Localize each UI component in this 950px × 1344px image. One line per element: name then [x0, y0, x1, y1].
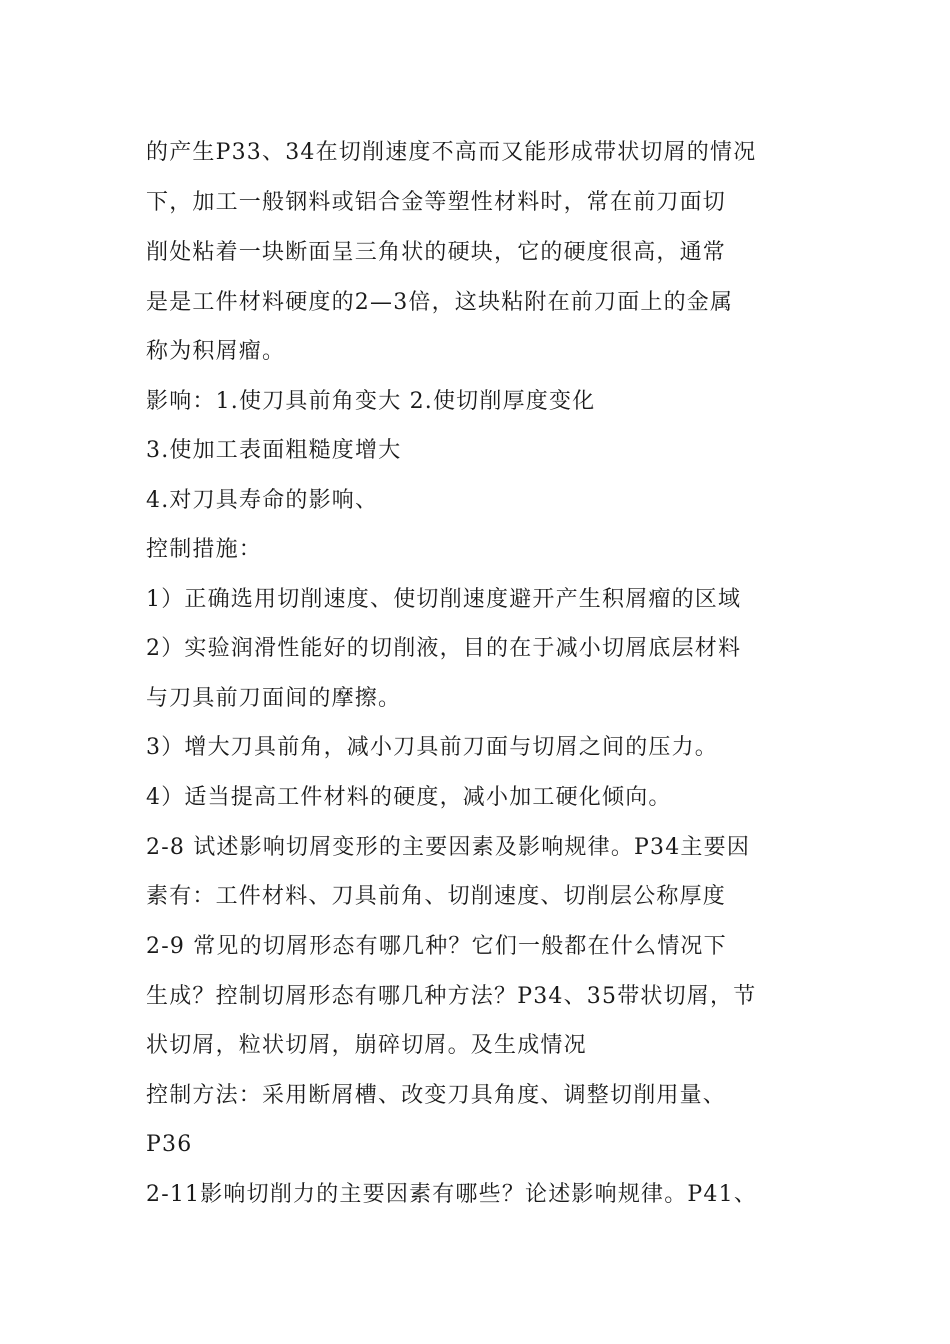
text-line-16: 素有：工件材料、刀具前角、切削速度、切削层公称厚度	[146, 884, 727, 909]
text-line-21: P36	[146, 1132, 193, 1157]
text-line-15: 2-8 试述影响切屑变形的主要因素及影响规律。P34主要因	[146, 835, 751, 860]
text-line-5: 称为积屑瘤。	[146, 339, 286, 364]
text-line-12: 与刀具前刀面间的摩擦。	[146, 686, 402, 711]
text-line-9: 控制措施：	[146, 537, 263, 562]
text-line-22: 2-11影响切削力的主要因素有哪些？论述影响规律。P41、	[146, 1182, 758, 1207]
text-line-8: 4.对刀具寿命的影响、	[146, 488, 379, 513]
text-line-1: 的产生P33、34在切削速度不高而又能形成带状切屑的情况	[146, 140, 757, 165]
text-line-14: 4）适当提高工件材料的硬度，减小加工硬化倾向。	[146, 785, 672, 810]
text-line-10: 1）正确选用切削速度、使切削速度避开产生积屑瘤的区域	[146, 587, 742, 612]
text-line-4: 是是工件材料硬度的2—3倍，这块粘附在前刀面上的金属	[146, 290, 734, 315]
document-page	[146, 0, 811, 1344]
text-line-2: 下，加工一般钢料或铝合金等塑性材料时，常在前刀面切	[146, 190, 727, 215]
text-line-18: 生成？控制切屑形态有哪几种方法？P34、35带状切屑，节	[146, 984, 757, 1009]
text-line-20: 控制方法：采用断屑槽、改变刀具角度、调整切削用量、	[146, 1083, 727, 1108]
text-line-19: 状切屑，粒状切屑，崩碎切屑。及生成情况	[146, 1033, 587, 1058]
text-line-17: 2-9 常见的切屑形态有哪几种？它们一般都在什么情况下	[146, 934, 727, 959]
text-line-3: 削处粘着一块断面呈三角状的硬块，它的硬度很高，通常	[146, 240, 727, 265]
text-line-6: 影响：1.使刀具前角变大 2.使切削厚度变化	[146, 389, 596, 414]
text-line-11: 2）实验润滑性能好的切削液，目的在于减小切屑底层材料	[146, 636, 742, 661]
text-line-7: 3.使加工表面粗糙度增大	[146, 438, 402, 463]
text-line-13: 3）增大刀具前角，减小刀具前刀面与切屑之间的压力。	[146, 735, 718, 760]
